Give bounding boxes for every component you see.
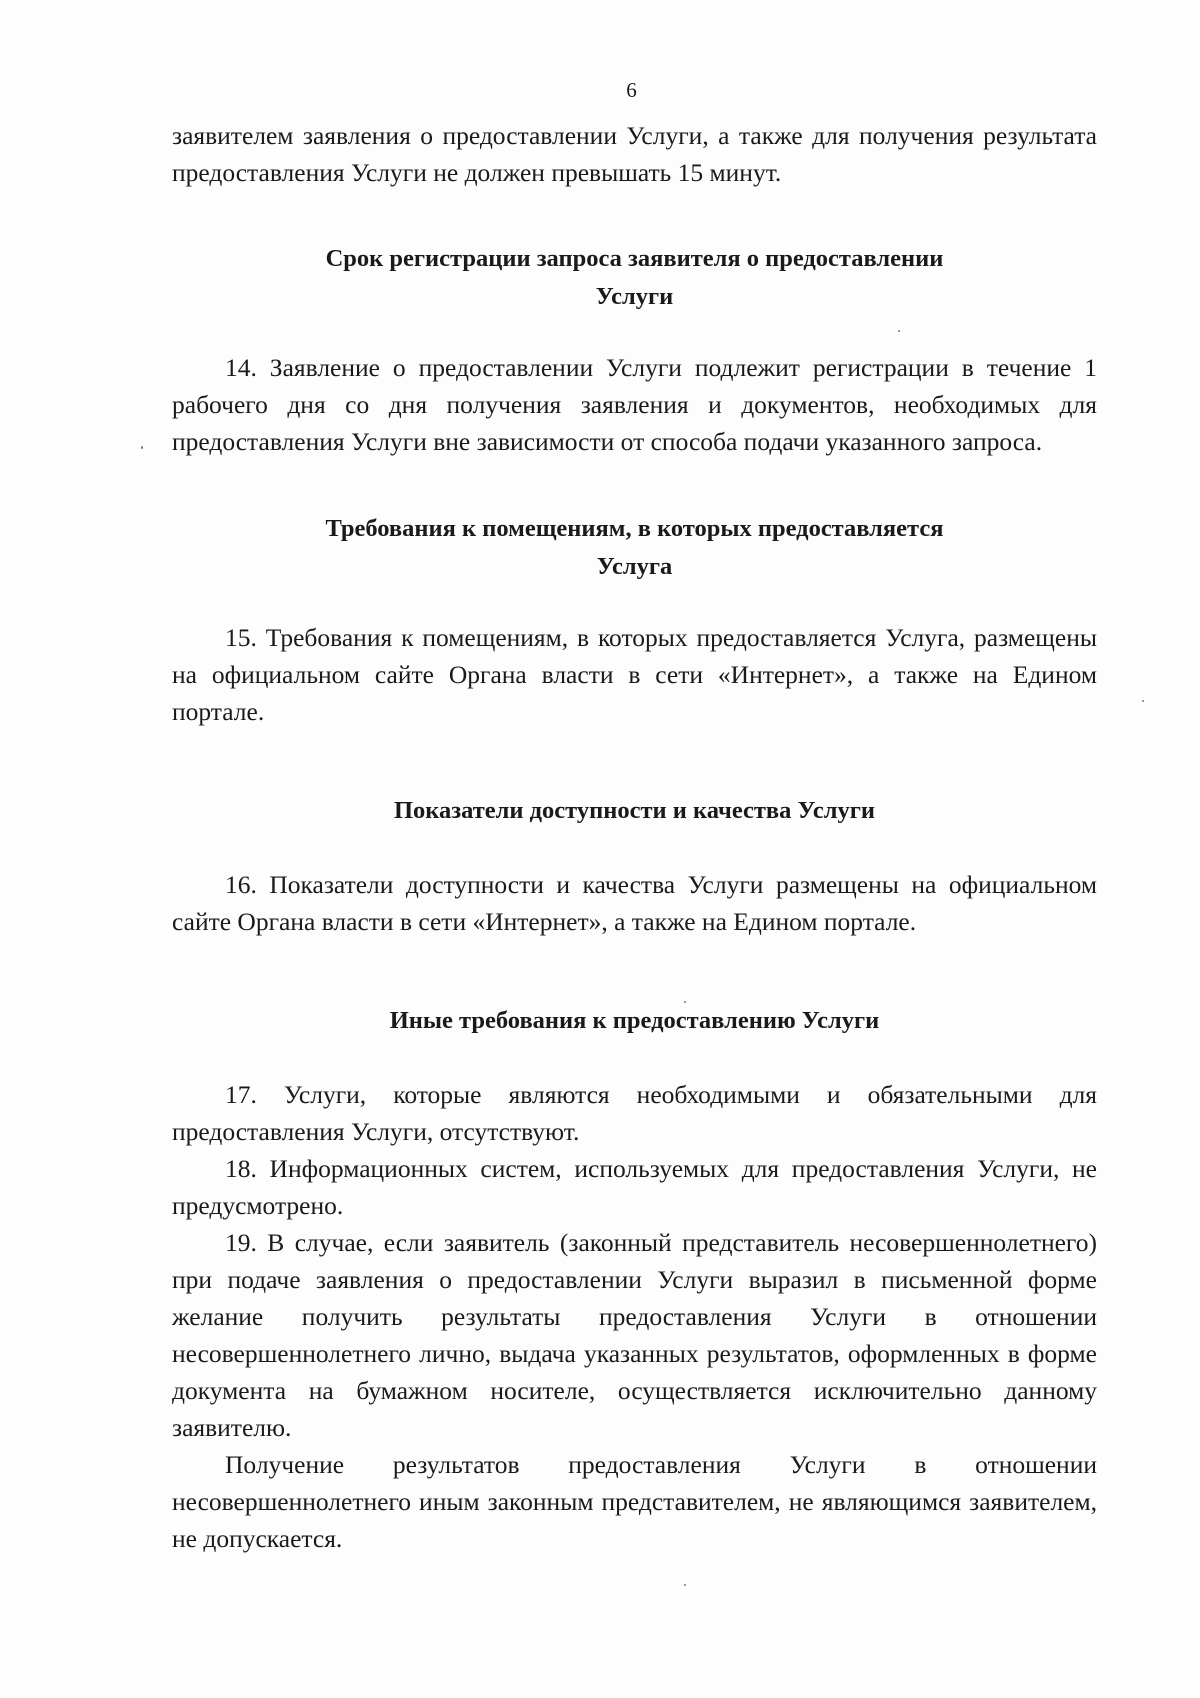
- heading-line: Услуги: [595, 283, 674, 310]
- section-heading-registration-term: [172, 240, 1097, 316]
- section-heading-accessibility-indicators: [172, 792, 1097, 830]
- paragraph-15: 15. Требования к помещениям, в которых предоставляется Услуга, размещены на официальном сайте Органа власти в сети «Интернет», а также на Едином портале.: [172, 623, 1097, 726]
- section-heading-other-requirements: [172, 1002, 1097, 1040]
- heading-line: Срок регистрации запроса заявителя о предоставлении: [325, 245, 944, 272]
- heading-line: Требования к помещениям, в которых предоставляется: [325, 515, 944, 542]
- section-heading-premises-requirements: [172, 510, 1097, 586]
- heading-line: Показатели доступности и качества Услуги: [394, 797, 875, 824]
- scan-speck: [1142, 700, 1144, 702]
- heading-line: Иные требования к предоставлению Услуги: [389, 1007, 880, 1034]
- paragraph-14: 14. Заявление о предоставлении Услуги подлежит регистрации в течение 1 рабочего дня со дня получения заявления и документов, необходимых для предоставления Услуги вне зависимости от способа подачи указанного запроса.: [172, 353, 1097, 456]
- scan-speck: [898, 330, 900, 332]
- scan-speck: [684, 1584, 686, 1586]
- page-number: 6: [626, 78, 637, 102]
- paragraph-16: 16. Показатели доступности и качества Услуги размещены на официальном сайте Органа власти в сети «Интернет», а также на Едином портале.: [172, 870, 1097, 936]
- scan-speck: [684, 1001, 686, 1003]
- scan-speck: [141, 446, 143, 449]
- document-body: [172, 117, 1097, 1557]
- paragraph-17: 17. Услуги, которые являются необходимыми и обязательными для предоставления Услуги, отсутствуют.: [172, 1080, 1097, 1146]
- continuation-paragraph: заявителем заявления о предоставлении Услуги, а также для получения результата предоставления Услуги не должен превышать 15 минут.: [172, 121, 1097, 187]
- heading-line: Услуга: [596, 553, 673, 580]
- paragraph-18: 18. Информационных систем, используемых для предоставления Услуги, не предусмотрено.: [172, 1154, 1097, 1220]
- paragraph-19: 19. В случае, если заявитель (законный представитель несовершеннолетнего) при подаче заявления о предоставлении Услуги выразил в письменной форме желание получить результаты предоставления Услуги в отношении несовершеннолетнего лично, выдача указанных результатов, оформленных в форме документа на бумажном носителе, осуществляется исключительно данному заявителю.: [172, 1228, 1097, 1442]
- paragraph-19-continued: Получение результатов предоставления Услуги в отношении несовершеннолетнего иным законным представителем, не являющимся заявителем, не допускается.: [172, 1450, 1097, 1553]
